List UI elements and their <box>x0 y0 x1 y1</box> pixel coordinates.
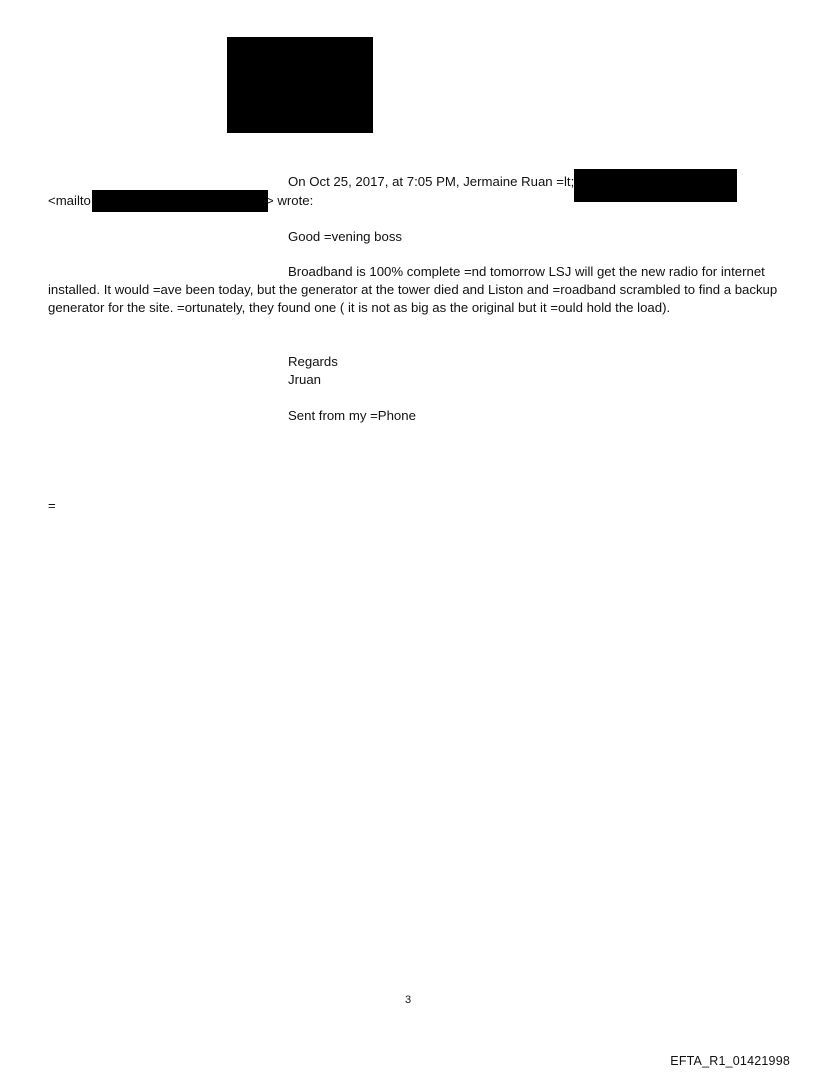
email-body-text: Broadband is 100% complete =nd tomorrow LSJ will get the new radio for internet installed. It would =ave been today, but the generator at the tower died and Liston and =roadband scrambled to find a backup generator for the site. =ortunately, they found one ( it is not as big as the original but it =ould hold the load). <box>48 264 778 315</box>
redaction-block-sender-email <box>574 169 737 202</box>
redaction-block-top <box>227 37 373 133</box>
wrote-suffix: > wrote: <box>266 193 314 208</box>
email-header-line: On Oct 25, 2017, at 7:05 PM, Jermaine Ruan =lt; <box>288 174 575 189</box>
email-closing: Regards <box>288 354 338 369</box>
mailto-prefix: <mailto <box>48 193 91 208</box>
email-body-paragraph <box>48 263 778 317</box>
email-greeting: Good =vening boss <box>288 229 403 244</box>
page-number: 3 <box>404 994 412 1006</box>
email-sent-from: Sent from my =Phone <box>288 408 416 423</box>
document-id: EFTA_R1_01421998 <box>670 1054 790 1068</box>
email-signature: Jruan <box>288 372 321 387</box>
trailing-marker: = <box>48 498 56 513</box>
redaction-block-mailto <box>92 190 268 212</box>
